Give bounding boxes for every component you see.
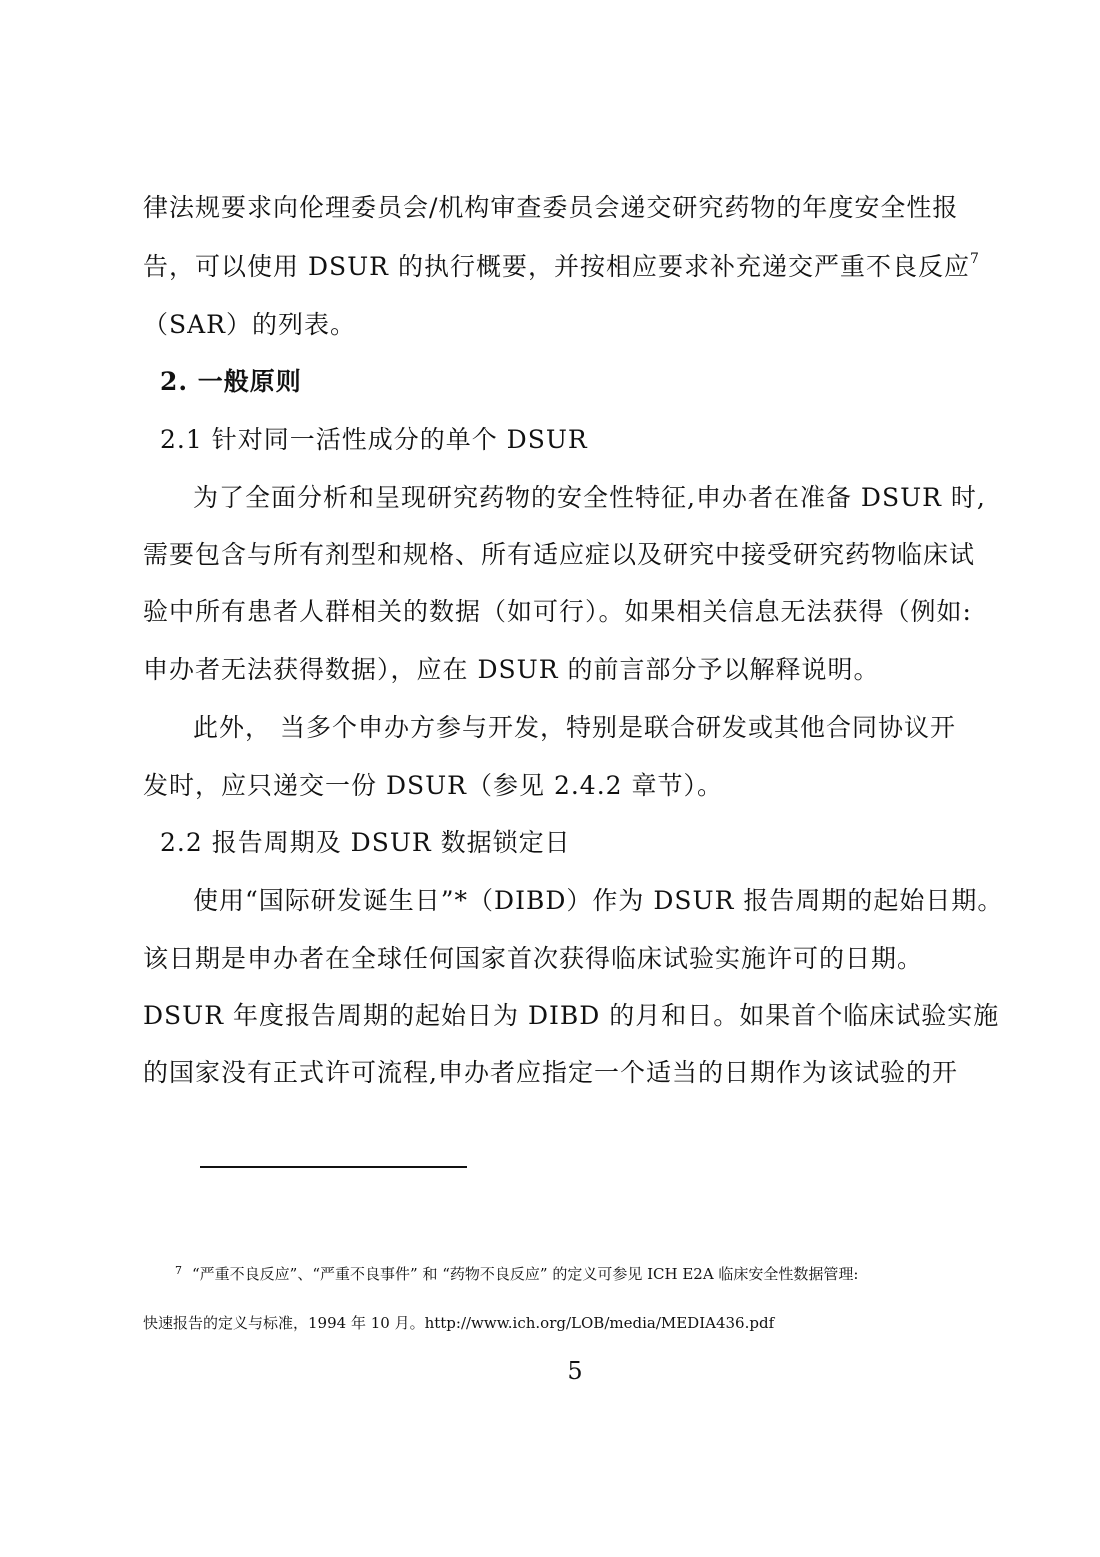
body-text-line: 律法规要求向伦理委员会/机构审查委员会递交研究药物的年度安全性报 <box>143 193 959 222</box>
body-text-line: 验中所有患者人群相关的数据（如可行）。如果相关信息无法获得（例如: <box>143 597 972 626</box>
body-text-line <box>143 251 980 283</box>
body-text-line: （SAR）的列表。 <box>143 310 357 339</box>
body-text-line: 该日期是申办者在全球任何国家首次获得临床试验实施许可的日期。 <box>143 944 924 973</box>
section-heading: 2. 一般原则 <box>160 367 302 396</box>
footnote-line: 快速报告的定义与标准，1994 年 10 月。http://www.ich.org/LOB/media/MEDIA436.pdf <box>143 1314 775 1332</box>
footnote-line <box>175 1260 859 1285</box>
body-text-line: 申办者无法获得数据），应在 DSUR 的前言部分予以解释说明。 <box>143 655 880 684</box>
footnote-text: “严重不良反应”、“严重不良事件” 和 “药物不良反应” 的定义可参见 ICH E2A 临床安全性数据管理: <box>192 1265 859 1283</box>
body-text-line: 发时，应只递交一份 DSUR（参见 2.4.2 章节）。 <box>143 771 724 800</box>
footnote-marker: 7 <box>175 1264 182 1277</box>
body-text-line: DSUR 年度报告周期的起始日为 DIBD 的月和日。如果首个临床试验实施 <box>143 1001 1000 1030</box>
body-text-line: 需要包含与所有剂型和规格、所有适应症以及研究中接受研究药物临床试 <box>143 540 976 569</box>
footnote-separator <box>200 1166 467 1168</box>
body-text-line: 的国家没有正式许可流程,申办者应指定一个适当的日期作为该试验的开 <box>143 1058 958 1087</box>
body-text-segment: 告，可以使用 DSUR 的执行概要，并按相应要求补充递交严重不良反应 <box>143 252 970 281</box>
subsection-heading: 2.2 报告周期及 DSUR 数据锁定日 <box>160 828 571 857</box>
subsection-heading: 2.1 针对同一活性成分的单个 DSUR <box>160 425 588 454</box>
page-number: 5 <box>567 1357 583 1385</box>
footnote-reference[interactable]: 7 <box>969 251 980 267</box>
body-text-line: 为了全面分析和呈现研究药物的安全性特征,申办者在准备 DSUR 时, <box>193 483 986 512</box>
body-text-line: 使用“国际研发诞生日”*（DIBD）作为 DSUR 报告周期的起始日期。 <box>193 886 1004 915</box>
body-text-line: 此外， 当多个申办方参与开发，特别是联合研发或其他合同协议开 <box>193 713 956 742</box>
